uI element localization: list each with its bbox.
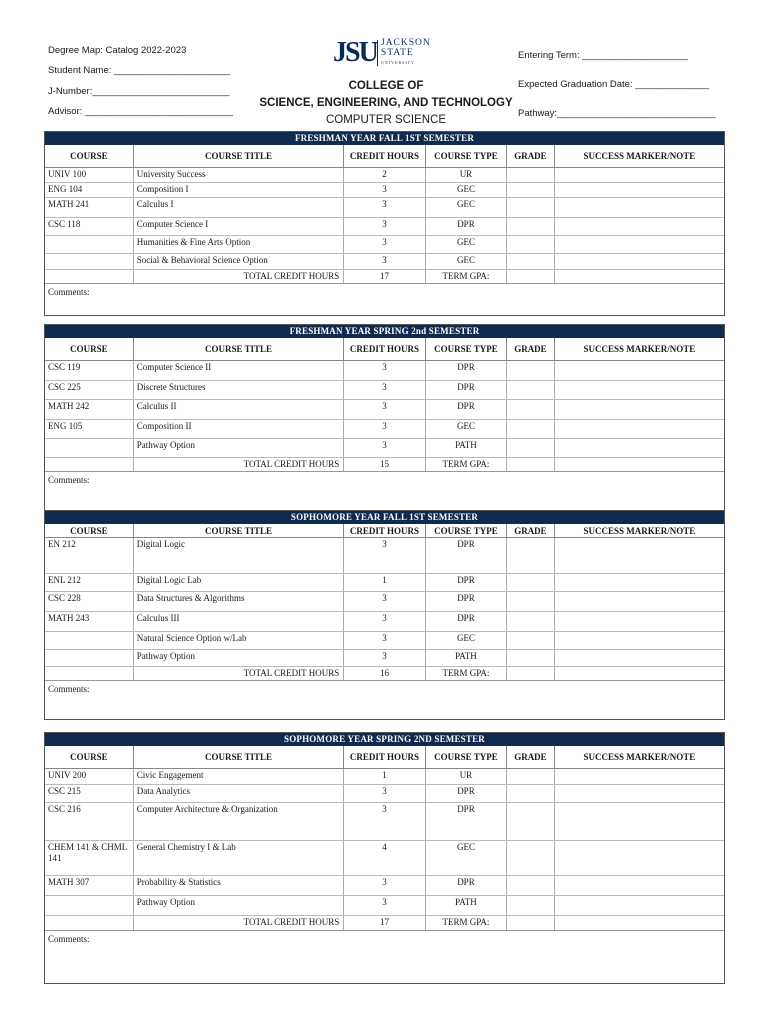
column-header-note: SUCCESS MARKER/NOTE bbox=[554, 746, 724, 769]
program-heading: COMPUTER SCIENCE bbox=[325, 114, 447, 126]
jsu-logo bbox=[333, 38, 441, 68]
logo-divider bbox=[377, 40, 378, 66]
course-code bbox=[45, 650, 133, 667]
course-code bbox=[45, 439, 133, 458]
course-table bbox=[45, 145, 724, 284]
course-title: Discrete Structures bbox=[133, 381, 343, 400]
table-row bbox=[45, 841, 724, 876]
grade-cell[interactable] bbox=[507, 361, 555, 381]
course-type: UR bbox=[425, 769, 506, 785]
course-table bbox=[45, 746, 724, 931]
column-header-type: COURSE TYPE bbox=[425, 746, 506, 769]
course-title: General Chemistry I & Lab bbox=[133, 841, 343, 876]
comments-field[interactable]: Comments: bbox=[48, 684, 90, 694]
degree-map-label: Degree Map: Catalog 2022-2023 bbox=[48, 45, 187, 56]
table-row bbox=[45, 632, 724, 650]
course-code: ENL 212 bbox=[45, 574, 133, 592]
credit-hours: 2 bbox=[344, 168, 425, 183]
course-code: CSC 119 bbox=[45, 361, 133, 381]
total-spacer bbox=[45, 916, 133, 931]
course-type: GEC bbox=[425, 183, 506, 198]
column-header-note: SUCCESS MARKER/NOTE bbox=[554, 145, 724, 168]
success-marker-cell[interactable] bbox=[554, 896, 724, 916]
credit-hours: 3 bbox=[344, 803, 425, 841]
course-type: DPR bbox=[425, 785, 506, 803]
column-header-hours: CREDIT HOURS bbox=[344, 746, 425, 769]
success-marker-cell[interactable] bbox=[554, 574, 724, 592]
success-marker-cell[interactable] bbox=[554, 168, 724, 183]
credit-hours: 3 bbox=[344, 236, 425, 254]
credit-hours: 3 bbox=[344, 612, 425, 632]
table-row bbox=[45, 538, 724, 574]
success-marker-cell[interactable] bbox=[554, 254, 724, 270]
course-code: UNIV 200 bbox=[45, 769, 133, 785]
course-type: GEC bbox=[425, 236, 506, 254]
course-title: Composition I bbox=[133, 183, 343, 198]
course-code: CSC 215 bbox=[45, 785, 133, 803]
term-gpa-label: TERM GPA: bbox=[425, 916, 506, 931]
grade-cell[interactable] bbox=[507, 168, 555, 183]
course-title: Computer Science I bbox=[133, 218, 343, 236]
course-type: GEC bbox=[425, 632, 506, 650]
total-note bbox=[554, 667, 724, 681]
table-row bbox=[45, 198, 724, 218]
column-header-grade: GRADE bbox=[507, 746, 555, 769]
course-code: EN 212 bbox=[45, 538, 133, 574]
course-type: DPR bbox=[425, 574, 506, 592]
course-type: GEC bbox=[425, 420, 506, 439]
table-row bbox=[45, 650, 724, 667]
semester-freshman-fall bbox=[44, 131, 725, 316]
grade-cell[interactable] bbox=[507, 650, 555, 667]
success-marker-cell[interactable] bbox=[554, 592, 724, 612]
success-marker-cell[interactable] bbox=[554, 650, 724, 667]
table-row bbox=[45, 612, 724, 632]
total-credit-hours-label: TOTAL CREDIT HOURS bbox=[133, 458, 343, 472]
credit-hours: 3 bbox=[344, 439, 425, 458]
course-title: Natural Science Option w/Lab bbox=[133, 632, 343, 650]
term-gpa-value[interactable] bbox=[507, 667, 555, 681]
grade-cell[interactable] bbox=[507, 236, 555, 254]
credit-hours: 3 bbox=[344, 183, 425, 198]
college-heading: COLLEGE OF bbox=[348, 80, 424, 92]
grade-cell[interactable] bbox=[507, 896, 555, 916]
term-gpa-label: TERM GPA: bbox=[425, 667, 506, 681]
course-title: Social & Behavioral Science Option bbox=[133, 254, 343, 270]
table-row bbox=[45, 381, 724, 400]
total-note bbox=[554, 916, 724, 931]
grade-cell[interactable] bbox=[507, 420, 555, 439]
course-code bbox=[45, 896, 133, 916]
table-row bbox=[45, 361, 724, 381]
success-marker-cell[interactable] bbox=[554, 538, 724, 574]
success-marker-cell[interactable] bbox=[554, 198, 724, 218]
course-title: Digital Logic bbox=[133, 538, 343, 574]
column-header-grade: GRADE bbox=[507, 524, 555, 538]
course-code: CSC 228 bbox=[45, 592, 133, 612]
column-header-course: COURSE bbox=[45, 145, 133, 168]
total-credit-hours-value: 17 bbox=[344, 916, 425, 931]
course-title: Pathway Option bbox=[133, 896, 343, 916]
course-type: PATH bbox=[425, 896, 506, 916]
j-number-field[interactable]: J-Number:__________________________ bbox=[48, 86, 230, 97]
success-marker-cell[interactable] bbox=[554, 361, 724, 381]
comments-field[interactable]: Comments: bbox=[48, 934, 90, 944]
total-row bbox=[45, 916, 724, 931]
credit-hours: 3 bbox=[344, 785, 425, 803]
success-marker-cell[interactable] bbox=[554, 769, 724, 785]
credit-hours: 3 bbox=[344, 420, 425, 439]
pathway-field[interactable]: Pathway:______________________________ bbox=[518, 108, 716, 119]
grade-cell[interactable] bbox=[507, 439, 555, 458]
table-row bbox=[45, 254, 724, 270]
course-code: CSC 216 bbox=[45, 803, 133, 841]
total-credit-hours-label: TOTAL CREDIT HOURS bbox=[133, 270, 343, 284]
total-credit-hours-label: TOTAL CREDIT HOURS bbox=[133, 916, 343, 931]
course-type: DPR bbox=[425, 381, 506, 400]
credit-hours: 4 bbox=[344, 841, 425, 876]
course-table bbox=[45, 524, 724, 681]
term-gpa-label: TERM GPA: bbox=[425, 458, 506, 472]
grade-cell[interactable] bbox=[507, 632, 555, 650]
course-type: DPR bbox=[425, 400, 506, 420]
table-row bbox=[45, 183, 724, 198]
course-code: ENG 104 bbox=[45, 183, 133, 198]
total-credit-hours-value: 15 bbox=[344, 458, 425, 472]
table-row bbox=[45, 769, 724, 785]
comments-field[interactable]: Comments: bbox=[48, 287, 90, 297]
semester-title: SOPHOMORE YEAR FALL 1ST SEMESTER bbox=[45, 511, 724, 524]
logo-name-line-1: JACKSON bbox=[381, 38, 431, 48]
total-spacer bbox=[45, 458, 133, 472]
course-code: CSC 225 bbox=[45, 381, 133, 400]
success-marker-cell[interactable] bbox=[554, 803, 724, 841]
table-row bbox=[45, 168, 724, 183]
course-type: DPR bbox=[425, 803, 506, 841]
comments-field[interactable]: Comments: bbox=[48, 475, 90, 485]
total-note bbox=[554, 458, 724, 472]
credit-hours: 1 bbox=[344, 574, 425, 592]
column-header-hours: CREDIT HOURS bbox=[344, 524, 425, 538]
table-row bbox=[45, 420, 724, 439]
column-header-course: COURSE bbox=[45, 338, 133, 361]
total-row bbox=[45, 458, 724, 472]
grade-cell[interactable] bbox=[507, 538, 555, 574]
grade-cell[interactable] bbox=[507, 400, 555, 420]
total-spacer bbox=[45, 667, 133, 681]
semester-freshman-spring bbox=[44, 324, 725, 511]
grade-cell[interactable] bbox=[507, 785, 555, 803]
total-note bbox=[554, 270, 724, 284]
course-code: MATH 242 bbox=[45, 400, 133, 420]
grade-cell[interactable] bbox=[507, 381, 555, 400]
credit-hours: 3 bbox=[344, 876, 425, 896]
course-title: Humanities & Fine Arts Option bbox=[133, 236, 343, 254]
expected-graduation-field[interactable]: Expected Graduation Date: ______________ bbox=[518, 79, 710, 90]
table-row bbox=[45, 218, 724, 236]
course-title: Pathway Option bbox=[133, 650, 343, 667]
course-code: MATH 243 bbox=[45, 612, 133, 632]
semester-title: SOPHOMORE YEAR SPRING 2ND SEMESTER bbox=[45, 733, 724, 746]
column-header-title: COURSE TITLE bbox=[133, 746, 343, 769]
grade-cell[interactable] bbox=[507, 612, 555, 632]
course-type: DPR bbox=[425, 876, 506, 896]
grade-cell[interactable] bbox=[507, 574, 555, 592]
course-type: UR bbox=[425, 168, 506, 183]
success-marker-cell[interactable] bbox=[554, 632, 724, 650]
course-title: Data Structures & Algorithms bbox=[133, 592, 343, 612]
credit-hours: 3 bbox=[344, 218, 425, 236]
credit-hours: 3 bbox=[344, 381, 425, 400]
success-marker-cell[interactable] bbox=[554, 183, 724, 198]
course-type: GEC bbox=[425, 841, 506, 876]
course-code: ENG 105 bbox=[45, 420, 133, 439]
course-table bbox=[45, 338, 724, 472]
credit-hours: 3 bbox=[344, 650, 425, 667]
semester-title: FRESHMAN YEAR FALL 1ST SEMESTER bbox=[45, 132, 724, 145]
term-gpa-value[interactable] bbox=[507, 458, 555, 472]
credit-hours: 3 bbox=[344, 361, 425, 381]
column-header-type: COURSE TYPE bbox=[425, 145, 506, 168]
course-code: MATH 307 bbox=[45, 876, 133, 896]
success-marker-cell[interactable] bbox=[554, 420, 724, 439]
column-header-grade: GRADE bbox=[507, 338, 555, 361]
term-gpa-label: TERM GPA: bbox=[425, 270, 506, 284]
table-row bbox=[45, 803, 724, 841]
column-header-type: COURSE TYPE bbox=[425, 338, 506, 361]
column-header-title: COURSE TITLE bbox=[133, 338, 343, 361]
credit-hours: 3 bbox=[344, 400, 425, 420]
credit-hours: 3 bbox=[344, 254, 425, 270]
grade-cell[interactable] bbox=[507, 841, 555, 876]
logo-name bbox=[381, 38, 431, 68]
term-gpa-value[interactable] bbox=[507, 270, 555, 284]
semester-title: FRESHMAN YEAR SPRING 2nd SEMESTER bbox=[45, 325, 724, 338]
course-type: GEC bbox=[425, 254, 506, 270]
table-header-row bbox=[45, 338, 724, 361]
total-row bbox=[45, 667, 724, 681]
course-type: GEC bbox=[425, 198, 506, 218]
table-row bbox=[45, 236, 724, 254]
course-title: Probability & Statistics bbox=[133, 876, 343, 896]
course-code: MATH 241 bbox=[45, 198, 133, 218]
credit-hours: 3 bbox=[344, 896, 425, 916]
total-spacer bbox=[45, 270, 133, 284]
table-header-row bbox=[45, 524, 724, 538]
grade-cell[interactable] bbox=[507, 183, 555, 198]
total-row bbox=[45, 270, 724, 284]
success-marker-cell[interactable] bbox=[554, 612, 724, 632]
course-title: Calculus II bbox=[133, 400, 343, 420]
table-row bbox=[45, 592, 724, 612]
logo-name-line-2: STATE bbox=[381, 48, 414, 58]
grade-cell[interactable] bbox=[507, 254, 555, 270]
course-type: DPR bbox=[425, 218, 506, 236]
course-code: CSC 118 bbox=[45, 218, 133, 236]
success-marker-cell[interactable] bbox=[554, 381, 724, 400]
column-header-course: COURSE bbox=[45, 524, 133, 538]
table-row bbox=[45, 896, 724, 916]
course-title: Computer Architecture & Organization bbox=[133, 803, 343, 841]
advisor-field[interactable]: Advisor: ____________________________ bbox=[48, 106, 233, 117]
column-header-title: COURSE TITLE bbox=[133, 145, 343, 168]
table-header-row bbox=[45, 746, 724, 769]
success-marker-cell[interactable] bbox=[554, 236, 724, 254]
course-title: Civic Engagement bbox=[133, 769, 343, 785]
logo-mark: JSU bbox=[333, 37, 377, 68]
student-name-field[interactable]: Student Name: ______________________ bbox=[48, 65, 231, 76]
course-type: DPR bbox=[425, 361, 506, 381]
grade-cell[interactable] bbox=[507, 803, 555, 841]
table-row bbox=[45, 439, 724, 458]
success-marker-cell[interactable] bbox=[554, 439, 724, 458]
grade-cell[interactable] bbox=[507, 592, 555, 612]
course-title: Calculus III bbox=[133, 612, 343, 632]
course-type: DPR bbox=[425, 592, 506, 612]
course-type: DPR bbox=[425, 612, 506, 632]
course-type: PATH bbox=[425, 439, 506, 458]
logo-name-line-3: UNIVERSITY bbox=[381, 60, 415, 65]
course-type: DPR bbox=[425, 538, 506, 574]
table-row bbox=[45, 400, 724, 420]
total-credit-hours-value: 17 bbox=[344, 270, 425, 284]
column-header-note: SUCCESS MARKER/NOTE bbox=[554, 338, 724, 361]
column-header-course: COURSE bbox=[45, 746, 133, 769]
success-marker-cell[interactable] bbox=[554, 400, 724, 420]
department-heading: SCIENCE, ENGINEERING, AND TECHNOLOGY bbox=[259, 97, 513, 109]
course-code bbox=[45, 632, 133, 650]
column-header-hours: CREDIT HOURS bbox=[344, 145, 425, 168]
credit-hours: 3 bbox=[344, 538, 425, 574]
course-code: CHEM 141 & CHML 141 bbox=[45, 841, 133, 876]
course-title: Composition II bbox=[133, 420, 343, 439]
semester-sophomore-fall bbox=[44, 510, 725, 720]
total-credit-hours-label: TOTAL CREDIT HOURS bbox=[133, 667, 343, 681]
course-code bbox=[45, 236, 133, 254]
table-row bbox=[45, 574, 724, 592]
grade-cell[interactable] bbox=[507, 769, 555, 785]
success-marker-cell[interactable] bbox=[554, 218, 724, 236]
table-row bbox=[45, 785, 724, 803]
credit-hours: 3 bbox=[344, 198, 425, 218]
column-header-note: SUCCESS MARKER/NOTE bbox=[554, 524, 724, 538]
credit-hours: 3 bbox=[344, 592, 425, 612]
term-gpa-value[interactable] bbox=[507, 916, 555, 931]
credit-hours: 1 bbox=[344, 769, 425, 785]
course-title: Data Analytics bbox=[133, 785, 343, 803]
grade-cell[interactable] bbox=[507, 218, 555, 236]
column-header-title: COURSE TITLE bbox=[133, 524, 343, 538]
entering-term-field[interactable]: Entering Term: ____________________ bbox=[518, 50, 688, 61]
success-marker-cell[interactable] bbox=[554, 841, 724, 876]
course-type: PATH bbox=[425, 650, 506, 667]
success-marker-cell[interactable] bbox=[554, 785, 724, 803]
course-code: UNIV 100 bbox=[45, 168, 133, 183]
column-header-grade: GRADE bbox=[507, 145, 555, 168]
grade-cell[interactable] bbox=[507, 876, 555, 896]
column-header-hours: CREDIT HOURS bbox=[344, 338, 425, 361]
course-title: Calculus I bbox=[133, 198, 343, 218]
course-title: University Success bbox=[133, 168, 343, 183]
semester-sophomore-spring bbox=[44, 732, 725, 984]
success-marker-cell[interactable] bbox=[554, 876, 724, 896]
column-header-type: COURSE TYPE bbox=[425, 524, 506, 538]
table-row bbox=[45, 876, 724, 896]
course-code bbox=[45, 254, 133, 270]
credit-hours: 3 bbox=[344, 632, 425, 650]
grade-cell[interactable] bbox=[507, 198, 555, 218]
course-title: Digital Logic Lab bbox=[133, 574, 343, 592]
table-header-row bbox=[45, 145, 724, 168]
total-credit-hours-value: 16 bbox=[344, 667, 425, 681]
course-title: Pathway Option bbox=[133, 439, 343, 458]
course-title: Computer Science II bbox=[133, 361, 343, 381]
